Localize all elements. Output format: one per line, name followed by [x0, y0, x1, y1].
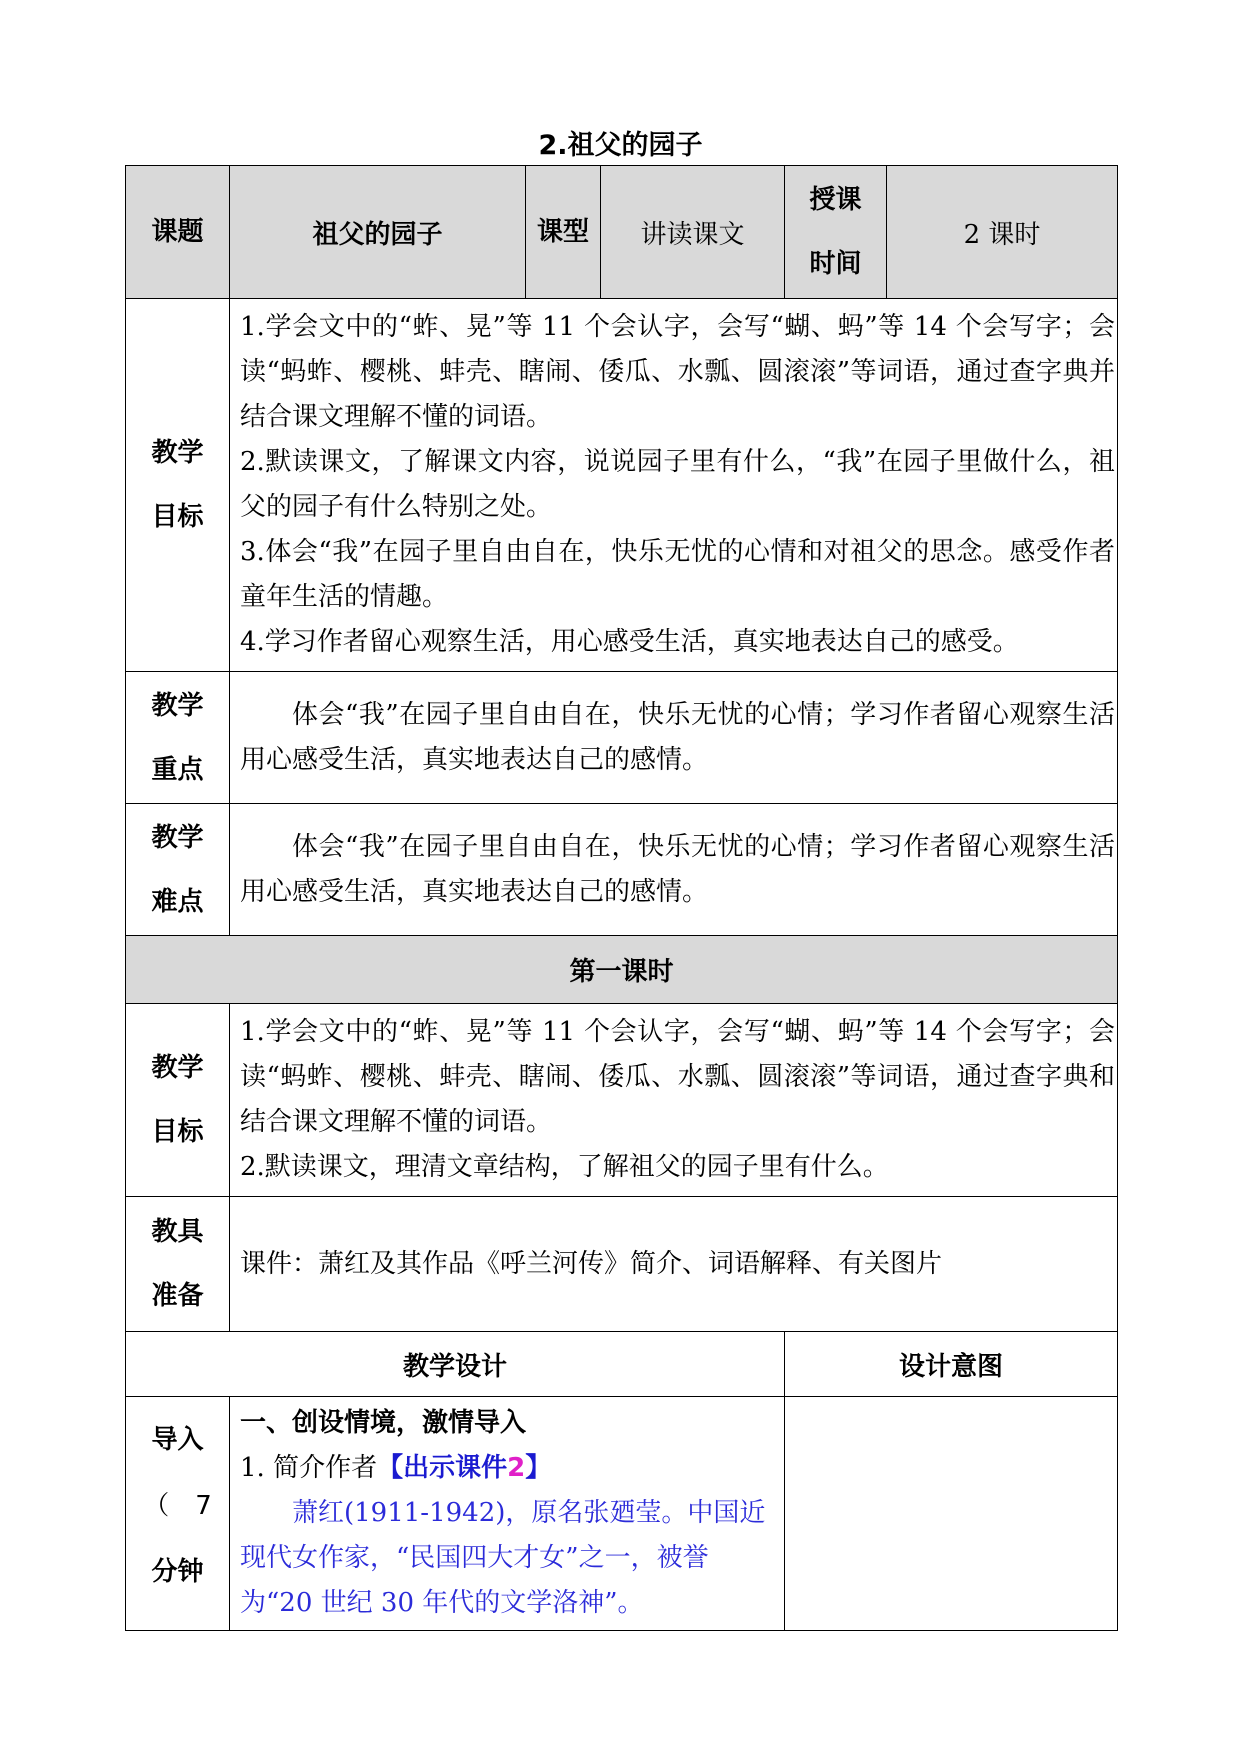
goal-item: 2.默读课文，了解课文内容，说说园子里有什么，“我”在园子里做什么，祖父的园子有什么特别之处。 [240, 447, 1115, 522]
lead-in-row [126, 1397, 1118, 1631]
stage-label-line2: （ 7 [143, 1491, 212, 1521]
type-value: 讲读课文 [601, 166, 785, 299]
first-lesson-goals-label-line2: 目标 [151, 1117, 204, 1147]
first-lesson-goal-item: 2.默读课文，理清文章结构，了解祖父的园子里有什么。 [240, 1152, 889, 1182]
goals-label-line2: 目标 [151, 502, 204, 532]
tools-label-line1: 教具 [151, 1217, 204, 1247]
key-points-label-line1: 教学 [151, 690, 204, 721]
intro-item-text: 1. 简介作者 [240, 1453, 378, 1483]
design-header-row [126, 1332, 1118, 1397]
topic-value: 祖父的园子 [230, 166, 526, 299]
key-points-content [230, 672, 1118, 804]
first-lesson-goal-item: 1.学会文中的“蚱、晃”等 11 个会认字，会写“蝴、蚂”等 14 个会写字；会读“蚂蚱、樱桃、蚌壳、瞎闹、倭瓜、水瓢、圆滚滚”等词语，通过查字典和结合课文理解不懂的词语。 [240, 1017, 1115, 1137]
tools-label-line2: 准备 [151, 1281, 204, 1311]
first-lesson-goals-label-line1: 教学 [151, 1053, 204, 1083]
goal-item: 4.学习作者留心观察生活，用心感受生活，真实地表达自己的感受。 [240, 627, 1019, 657]
goals-label-line1: 教学 [151, 438, 204, 468]
topic-label: 课题 [126, 166, 230, 299]
goal-item: 1.学会文中的“蚱、晃”等 11 个会认字，会写“蝴、蚂”等 14 个会写字；会读“蚂蚱、樱桃、蚌壳、瞎闹、倭瓜、水瓢、圆滚滚”等词语，通过查字典并结合课文理解不懂的词语。 [240, 312, 1115, 432]
courseware-bracket: 】 [525, 1453, 552, 1483]
courseware-number: 2 [507, 1453, 526, 1483]
difficulties-text: 体会“我”在园子里自由自在，快乐无忧的心情；学习作者留心观察生活用心感受生活，真实地表达自己的感情。 [240, 831, 1115, 907]
difficulties-row [126, 804, 1118, 936]
intro-item [240, 1446, 780, 1491]
goals-content [230, 299, 1118, 672]
key-points-label [126, 672, 230, 804]
type-label: 课型 [526, 166, 601, 299]
goals-label [126, 299, 230, 672]
time-label-line1: 授课 [809, 185, 862, 215]
tools-content: 课件：萧红及其作品《呼兰河传》简介、词语解释、有关图片 [230, 1197, 1118, 1332]
time-value: 2 课时 [887, 166, 1118, 299]
key-points-label-line2: 重点 [151, 754, 204, 785]
courseware-link[interactable]: 【出示课件 [377, 1453, 508, 1483]
tools-row [126, 1197, 1118, 1332]
first-lesson-goals-label [126, 1004, 230, 1197]
lesson-plan-table [125, 165, 1118, 1631]
header-row [126, 166, 1118, 299]
intent-col-header: 设计意图 [785, 1332, 1118, 1397]
first-lesson-header: 第一课时 [126, 936, 1118, 1004]
time-label-line2: 时间 [809, 249, 862, 279]
lead-in-content [230, 1397, 785, 1631]
page-title: 2.祖父的园子 [538, 130, 703, 161]
lead-in-stage-label [126, 1397, 230, 1631]
first-lesson-goals-row [126, 1004, 1118, 1197]
key-points-text: 体会“我”在园子里自由自在，快乐无忧的心情；学习作者留心观察生活用心感受生活，真实地表达自己的感情。 [240, 699, 1115, 775]
tools-label [126, 1197, 230, 1332]
stage-label-line1: 导入 [151, 1425, 204, 1455]
difficulties-label-line2: 难点 [151, 886, 204, 917]
design-col-header: 教学设计 [126, 1332, 785, 1397]
goal-item: 3.体会“我”在园子里自由自在，快乐无忧的心情和对祖父的思念。感受作者童年生活的情趣。 [240, 537, 1115, 612]
time-label [785, 166, 887, 299]
lead-in-intent [785, 1397, 1118, 1631]
first-lesson-goals-content [230, 1004, 1118, 1197]
goals-row [126, 299, 1118, 672]
difficulties-content [230, 804, 1118, 936]
section-title: 一、创设情境，激情导入 [240, 1408, 527, 1438]
stage-label-line3: 分钟 [151, 1557, 204, 1587]
author-intro: 萧红(1911-1942)，原名张廼莹。中国近现代女作家，“民国四大才女”之一，被誉为“20 世纪 30 年代的文学洛神”。 [240, 1498, 766, 1618]
difficulties-label-line1: 教学 [151, 822, 204, 853]
first-lesson-header-row [126, 936, 1118, 1004]
difficulties-label [126, 804, 230, 936]
key-points-row [126, 672, 1118, 804]
